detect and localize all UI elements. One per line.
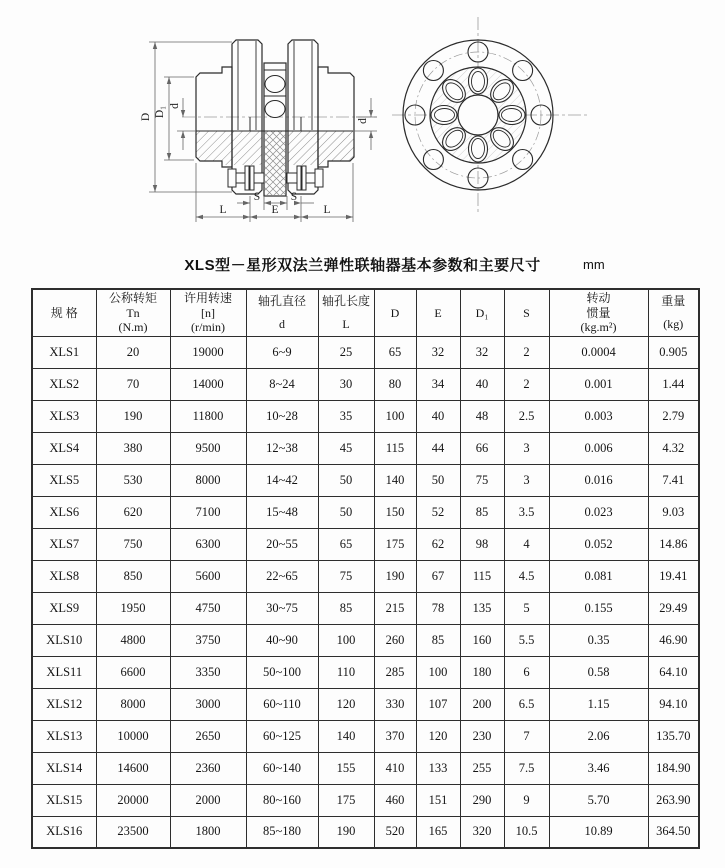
value-cell: 70 <box>96 368 170 400</box>
dim-label-hub-length-right: L <box>323 204 331 216</box>
value-cell: 20~55 <box>246 528 318 560</box>
value-cell: 364.50 <box>648 816 699 848</box>
value-cell: 65 <box>318 528 374 560</box>
value-cell: 0.0004 <box>549 336 648 368</box>
col-header-2: 许用转速 [n] (r/min) <box>170 289 246 336</box>
value-cell: 2.79 <box>648 400 699 432</box>
value-cell: 184.90 <box>648 752 699 784</box>
value-cell: 230 <box>460 720 504 752</box>
value-cell: 263.90 <box>648 784 699 816</box>
value-cell: 6.5 <box>504 688 549 720</box>
spec-cell: XLS11 <box>32 656 96 688</box>
value-cell: 67 <box>416 560 460 592</box>
spec-cell: XLS7 <box>32 528 96 560</box>
value-cell: 14600 <box>96 752 170 784</box>
value-cell: 850 <box>96 560 170 592</box>
table-row <box>32 752 699 784</box>
value-cell: 3350 <box>170 656 246 688</box>
value-cell: 100 <box>374 400 416 432</box>
value-cell: 8000 <box>170 464 246 496</box>
value-cell: 140 <box>318 720 374 752</box>
value-cell: 107 <box>416 688 460 720</box>
value-cell: 620 <box>96 496 170 528</box>
value-cell: 11800 <box>170 400 246 432</box>
value-cell: 78 <box>416 592 460 624</box>
value-cell: 30 <box>318 368 374 400</box>
value-cell: 175 <box>318 784 374 816</box>
value-cell: 120 <box>318 688 374 720</box>
table-row <box>32 400 699 432</box>
value-cell: 4 <box>504 528 549 560</box>
table-body <box>32 336 699 848</box>
value-cell: 50 <box>318 496 374 528</box>
value-cell: 3000 <box>170 688 246 720</box>
table-row <box>32 624 699 656</box>
value-cell: 65 <box>374 336 416 368</box>
value-cell: 320 <box>460 816 504 848</box>
value-cell: 5.5 <box>504 624 549 656</box>
table-row <box>32 528 699 560</box>
value-cell: 5.70 <box>549 784 648 816</box>
value-cell: 50~100 <box>246 656 318 688</box>
value-cell: 100 <box>416 656 460 688</box>
spec-cell: XLS9 <box>32 592 96 624</box>
value-cell: 0.35 <box>549 624 648 656</box>
value-cell: 15~48 <box>246 496 318 528</box>
value-cell: 190 <box>96 400 170 432</box>
spider-section-hatch <box>265 131 285 195</box>
spec-table <box>31 288 700 849</box>
value-cell: 10.89 <box>549 816 648 848</box>
value-cell: 380 <box>96 432 170 464</box>
table-row <box>32 592 699 624</box>
value-cell: 190 <box>318 816 374 848</box>
value-cell: 330 <box>374 688 416 720</box>
value-cell: 9 <box>504 784 549 816</box>
value-cell: 50 <box>416 464 460 496</box>
value-cell: 2 <box>504 336 549 368</box>
table-row <box>32 688 699 720</box>
value-cell: 410 <box>374 752 416 784</box>
value-cell: 110 <box>318 656 374 688</box>
value-cell: 3.46 <box>549 752 648 784</box>
col-header-6: E <box>416 289 460 336</box>
value-cell: 4750 <box>170 592 246 624</box>
value-cell: 100 <box>318 624 374 656</box>
value-cell: 0.006 <box>549 432 648 464</box>
spec-cell: XLS4 <box>32 432 96 464</box>
dim-label-gap-left: S <box>253 191 261 203</box>
value-cell: 200 <box>460 688 504 720</box>
value-cell: 62 <box>416 528 460 560</box>
col-header-7: D₁ <box>460 289 504 336</box>
value-cell: 140 <box>374 464 416 496</box>
page-title: XLS型－星形双法兰弹性联轴器基本参数和主要尺寸 <box>184 257 541 274</box>
spider-petals-side <box>265 76 285 118</box>
value-cell: 115 <box>374 432 416 464</box>
value-cell: 12~38 <box>246 432 318 464</box>
value-cell: 155 <box>318 752 374 784</box>
col-header-3: 轴孔直径 d <box>246 289 318 336</box>
value-cell: 19.41 <box>648 560 699 592</box>
value-cell: 2650 <box>170 720 246 752</box>
value-cell: 25 <box>318 336 374 368</box>
value-cell: 3750 <box>170 624 246 656</box>
value-cell: 80 <box>374 368 416 400</box>
table-row <box>32 496 699 528</box>
value-cell: 0.58 <box>549 656 648 688</box>
value-cell: 14~42 <box>246 464 318 496</box>
value-cell: 120 <box>416 720 460 752</box>
value-cell: 10~28 <box>246 400 318 432</box>
value-cell: 85 <box>416 624 460 656</box>
value-cell: 40~90 <box>246 624 318 656</box>
table-row <box>32 368 699 400</box>
col-header-0: 规 格 <box>32 289 96 336</box>
col-header-9: 转动 惯量 (kg.m²) <box>549 289 648 336</box>
value-cell: 4800 <box>96 624 170 656</box>
value-cell: 85 <box>460 496 504 528</box>
dim-label-bore-right: d <box>357 118 369 124</box>
value-cell: 0.001 <box>549 368 648 400</box>
value-cell: 9.03 <box>648 496 699 528</box>
col-header-8: S <box>504 289 549 336</box>
table-row <box>32 720 699 752</box>
value-cell: 14000 <box>170 368 246 400</box>
dim-label-overall-diameter: D <box>140 112 152 122</box>
value-cell: 2360 <box>170 752 246 784</box>
value-cell: 5600 <box>170 560 246 592</box>
value-cell: 2.5 <box>504 400 549 432</box>
value-cell: 530 <box>96 464 170 496</box>
col-header-1: 公称转矩 Tn (N.m) <box>96 289 170 336</box>
value-cell: 370 <box>374 720 416 752</box>
value-cell: 1.44 <box>648 368 699 400</box>
table-row <box>32 464 699 496</box>
value-cell: 35 <box>318 400 374 432</box>
center-bore-circle <box>458 95 498 135</box>
value-cell: 0.905 <box>648 336 699 368</box>
value-cell: 160 <box>460 624 504 656</box>
value-cell: 750 <box>96 528 170 560</box>
value-cell: 19000 <box>170 336 246 368</box>
value-cell: 2 <box>504 368 549 400</box>
table-row <box>32 656 699 688</box>
table-row <box>32 432 699 464</box>
value-cell: 6600 <box>96 656 170 688</box>
value-cell: 85 <box>318 592 374 624</box>
value-cell: 40 <box>460 368 504 400</box>
dim-label-middle-length: E <box>271 204 279 216</box>
value-cell: 0.023 <box>549 496 648 528</box>
spec-cell: XLS16 <box>32 816 96 848</box>
value-cell: 1.15 <box>549 688 648 720</box>
value-cell: 190 <box>374 560 416 592</box>
dim-label-hub-length-left: L <box>219 204 227 216</box>
value-cell: 98 <box>460 528 504 560</box>
value-cell: 60~110 <box>246 688 318 720</box>
value-cell: 80~160 <box>246 784 318 816</box>
value-cell: 44 <box>416 432 460 464</box>
technical-drawing <box>0 0 725 252</box>
spec-cell: XLS5 <box>32 464 96 496</box>
value-cell: 0.052 <box>549 528 648 560</box>
header-row <box>32 289 699 336</box>
value-cell: 8000 <box>96 688 170 720</box>
value-cell: 0.081 <box>549 560 648 592</box>
value-cell: 60~125 <box>246 720 318 752</box>
value-cell: 0.016 <box>549 464 648 496</box>
value-cell: 175 <box>374 528 416 560</box>
value-cell: 66 <box>460 432 504 464</box>
value-cell: 7.41 <box>648 464 699 496</box>
value-cell: 165 <box>416 816 460 848</box>
value-cell: 52 <box>416 496 460 528</box>
col-header-5: D <box>374 289 416 336</box>
value-cell: 85~180 <box>246 816 318 848</box>
spec-cell: XLS15 <box>32 784 96 816</box>
value-cell: 64.10 <box>648 656 699 688</box>
value-cell: 133 <box>416 752 460 784</box>
value-cell: 6300 <box>170 528 246 560</box>
value-cell: 6~9 <box>246 336 318 368</box>
value-cell: 460 <box>374 784 416 816</box>
value-cell: 4.32 <box>648 432 699 464</box>
value-cell: 1800 <box>170 816 246 848</box>
value-cell: 14.86 <box>648 528 699 560</box>
value-cell: 29.49 <box>648 592 699 624</box>
value-cell: 135.70 <box>648 720 699 752</box>
value-cell: 94.10 <box>648 688 699 720</box>
dim-label-gap-right: S <box>290 191 298 203</box>
value-cell: 255 <box>460 752 504 784</box>
spec-cell: XLS14 <box>32 752 96 784</box>
spec-cell: XLS3 <box>32 400 96 432</box>
value-cell: 6 <box>504 656 549 688</box>
value-cell: 115 <box>460 560 504 592</box>
value-cell: 135 <box>460 592 504 624</box>
value-cell: 22~65 <box>246 560 318 592</box>
value-cell: 46.90 <box>648 624 699 656</box>
section-view <box>196 40 354 196</box>
front-view <box>403 40 553 190</box>
value-cell: 2000 <box>170 784 246 816</box>
value-cell: 5 <box>504 592 549 624</box>
spec-cell: XLS13 <box>32 720 96 752</box>
spec-cell: XLS8 <box>32 560 96 592</box>
value-cell: 3.5 <box>504 496 549 528</box>
value-cell: 45 <box>318 432 374 464</box>
value-cell: 0.155 <box>549 592 648 624</box>
value-cell: 75 <box>318 560 374 592</box>
value-cell: 50 <box>318 464 374 496</box>
value-cell: 7100 <box>170 496 246 528</box>
value-cell: 10.5 <box>504 816 549 848</box>
table-row <box>32 784 699 816</box>
col-header-10: 重量 (kg) <box>648 289 699 336</box>
value-cell: 1950 <box>96 592 170 624</box>
spec-cell: XLS10 <box>32 624 96 656</box>
value-cell: 180 <box>460 656 504 688</box>
value-cell: 260 <box>374 624 416 656</box>
value-cell: 285 <box>374 656 416 688</box>
value-cell: 215 <box>374 592 416 624</box>
table-row <box>32 560 699 592</box>
value-cell: 7 <box>504 720 549 752</box>
value-cell: 3 <box>504 432 549 464</box>
centerlines <box>182 17 588 213</box>
value-cell: 48 <box>460 400 504 432</box>
value-cell: 10000 <box>96 720 170 752</box>
value-cell: 7.5 <box>504 752 549 784</box>
value-cell: 20 <box>96 336 170 368</box>
dim-label-bore-left: d <box>169 103 181 109</box>
value-cell: 9500 <box>170 432 246 464</box>
value-cell: 75 <box>460 464 504 496</box>
value-cell: 150 <box>374 496 416 528</box>
table-row <box>32 816 699 848</box>
value-cell: 290 <box>460 784 504 816</box>
col-header-4: 轴孔长度 L <box>318 289 374 336</box>
value-cell: 23500 <box>96 816 170 848</box>
value-cell: 3 <box>504 464 549 496</box>
unit-label: mm <box>583 257 605 272</box>
value-cell: 20000 <box>96 784 170 816</box>
spec-cell: XLS1 <box>32 336 96 368</box>
value-cell: 520 <box>374 816 416 848</box>
dim-label-hub-diameter: D₁ <box>154 105 166 119</box>
value-cell: 4.5 <box>504 560 549 592</box>
spec-cell: XLS12 <box>32 688 96 720</box>
spec-cell: XLS6 <box>32 496 96 528</box>
value-cell: 8~24 <box>246 368 318 400</box>
table-row <box>32 336 699 368</box>
spec-cell: XLS2 <box>32 368 96 400</box>
value-cell: 151 <box>416 784 460 816</box>
value-cell: 0.003 <box>549 400 648 432</box>
value-cell: 32 <box>460 336 504 368</box>
value-cell: 34 <box>416 368 460 400</box>
value-cell: 32 <box>416 336 460 368</box>
value-cell: 60~140 <box>246 752 318 784</box>
value-cell: 40 <box>416 400 460 432</box>
value-cell: 2.06 <box>549 720 648 752</box>
value-cell: 30~75 <box>246 592 318 624</box>
